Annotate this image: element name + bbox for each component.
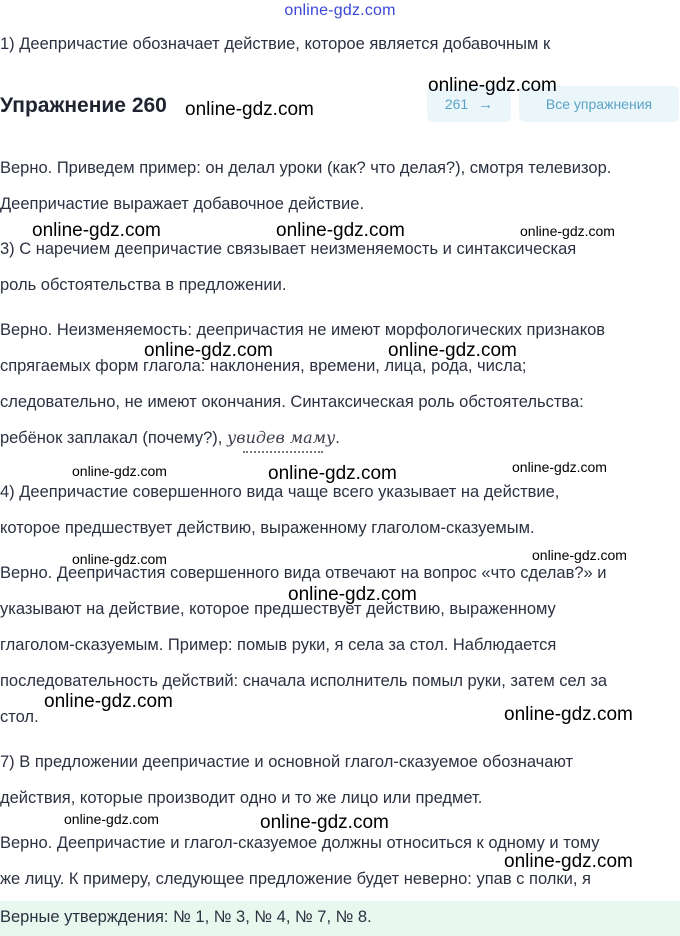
text-line: следовательно, не имеют окончания. Синтаксическая роль обстоятельства: [0, 393, 584, 411]
text-line: Верно. Неизменяемость: деепричастия не имеют морфологических признаков [0, 321, 606, 339]
text-line: Верно. Деепричастия совершенного вида отвечают на вопрос «что сделав?» и [0, 564, 607, 582]
watermark: online-gdz.com [520, 223, 615, 239]
text-line: 7) В предложении деепричастие и основной глагол-сказуемое обозначают [0, 753, 574, 771]
text-line: Верно. Деепричастие и глагол-сказуемое должны относиться к одному и тому [0, 834, 600, 852]
text-line: же лицу. К примеру, следующее предложение будет неверно: упав с полки, я [0, 870, 591, 888]
next-exercise-label: 261 [444, 96, 469, 112]
text-line: последовательность действий: сначала исполнитель помыл руки, затем сел за [0, 672, 608, 690]
text-line-with-example [0, 428, 340, 448]
watermark: online-gdz.com [512, 459, 607, 475]
text-line: 1) Деепричастие обозначает действие, которое является добавочным к [0, 35, 551, 53]
text-line: 3) С наречием деепричастие связывает неизменяемость и синтаксическая [0, 240, 577, 258]
text-fragment-end: . [335, 429, 340, 447]
watermark: online-gdz.com [268, 463, 397, 484]
watermark: online-gdz.com [504, 704, 633, 725]
text-line: глаголом-сказуемым. Пример: помыв руки, я села за стол. Наблюдается [0, 636, 557, 654]
watermark: online-gdz.com [64, 811, 159, 827]
site-header[interactable]: online-gdz.com [284, 2, 396, 19]
text-line: спрягаемых форм глагола: наклонения, времени, лица, рода, числа; [0, 357, 527, 375]
exercise-title: Упражнение 260 [0, 94, 167, 117]
watermark: online-gdz.com [72, 463, 167, 479]
watermark: online-gdz.com [532, 547, 627, 563]
text-line: указывают на действие, которое предшествует действию, выраженному [0, 600, 556, 618]
watermark: online-gdz.com [288, 584, 417, 605]
all-exercises-button[interactable]: Все упражнения [519, 86, 679, 122]
text-line: 4) Деепричастие совершенного вида чаще всего указывает на действие, [0, 483, 560, 501]
watermark: online-gdz.com [44, 691, 173, 712]
text-line: стол. [0, 708, 39, 726]
answer-text: Верные утверждения: № 1, № 3, № 4, № 7, № 8. [0, 908, 372, 926]
watermark: online-gdz.com [260, 812, 389, 833]
text-line: которое предшествует действию, выраженному глаголом-сказуемым. [0, 519, 535, 537]
text-line: Верно. Приведем пример: он делал уроки (как? что делая?), смотря телевизор. [0, 159, 612, 177]
arrow-right-icon: → [478, 96, 494, 113]
watermark: online-gdz.com [32, 220, 161, 241]
text-line: роль обстоятельства в предложении. [0, 276, 287, 294]
watermark: online-gdz.com [388, 340, 517, 361]
watermark: online-gdz.com [185, 99, 314, 120]
watermark: online-gdz.com [428, 75, 557, 96]
watermark: online-gdz.com [144, 340, 273, 361]
text-line: действия, которые производит одно и то же лицо или предмет. [0, 789, 483, 807]
watermark: online-gdz.com [504, 851, 633, 872]
handwritten-example: увидев маму [226, 428, 336, 447]
text-fragment: ребёнок заплакал (почему?), [0, 429, 223, 447]
watermark: online-gdz.com [72, 551, 167, 567]
text-line: Деепричастие выражает добавочное действие. [0, 195, 365, 213]
watermark: online-gdz.com [276, 220, 405, 241]
